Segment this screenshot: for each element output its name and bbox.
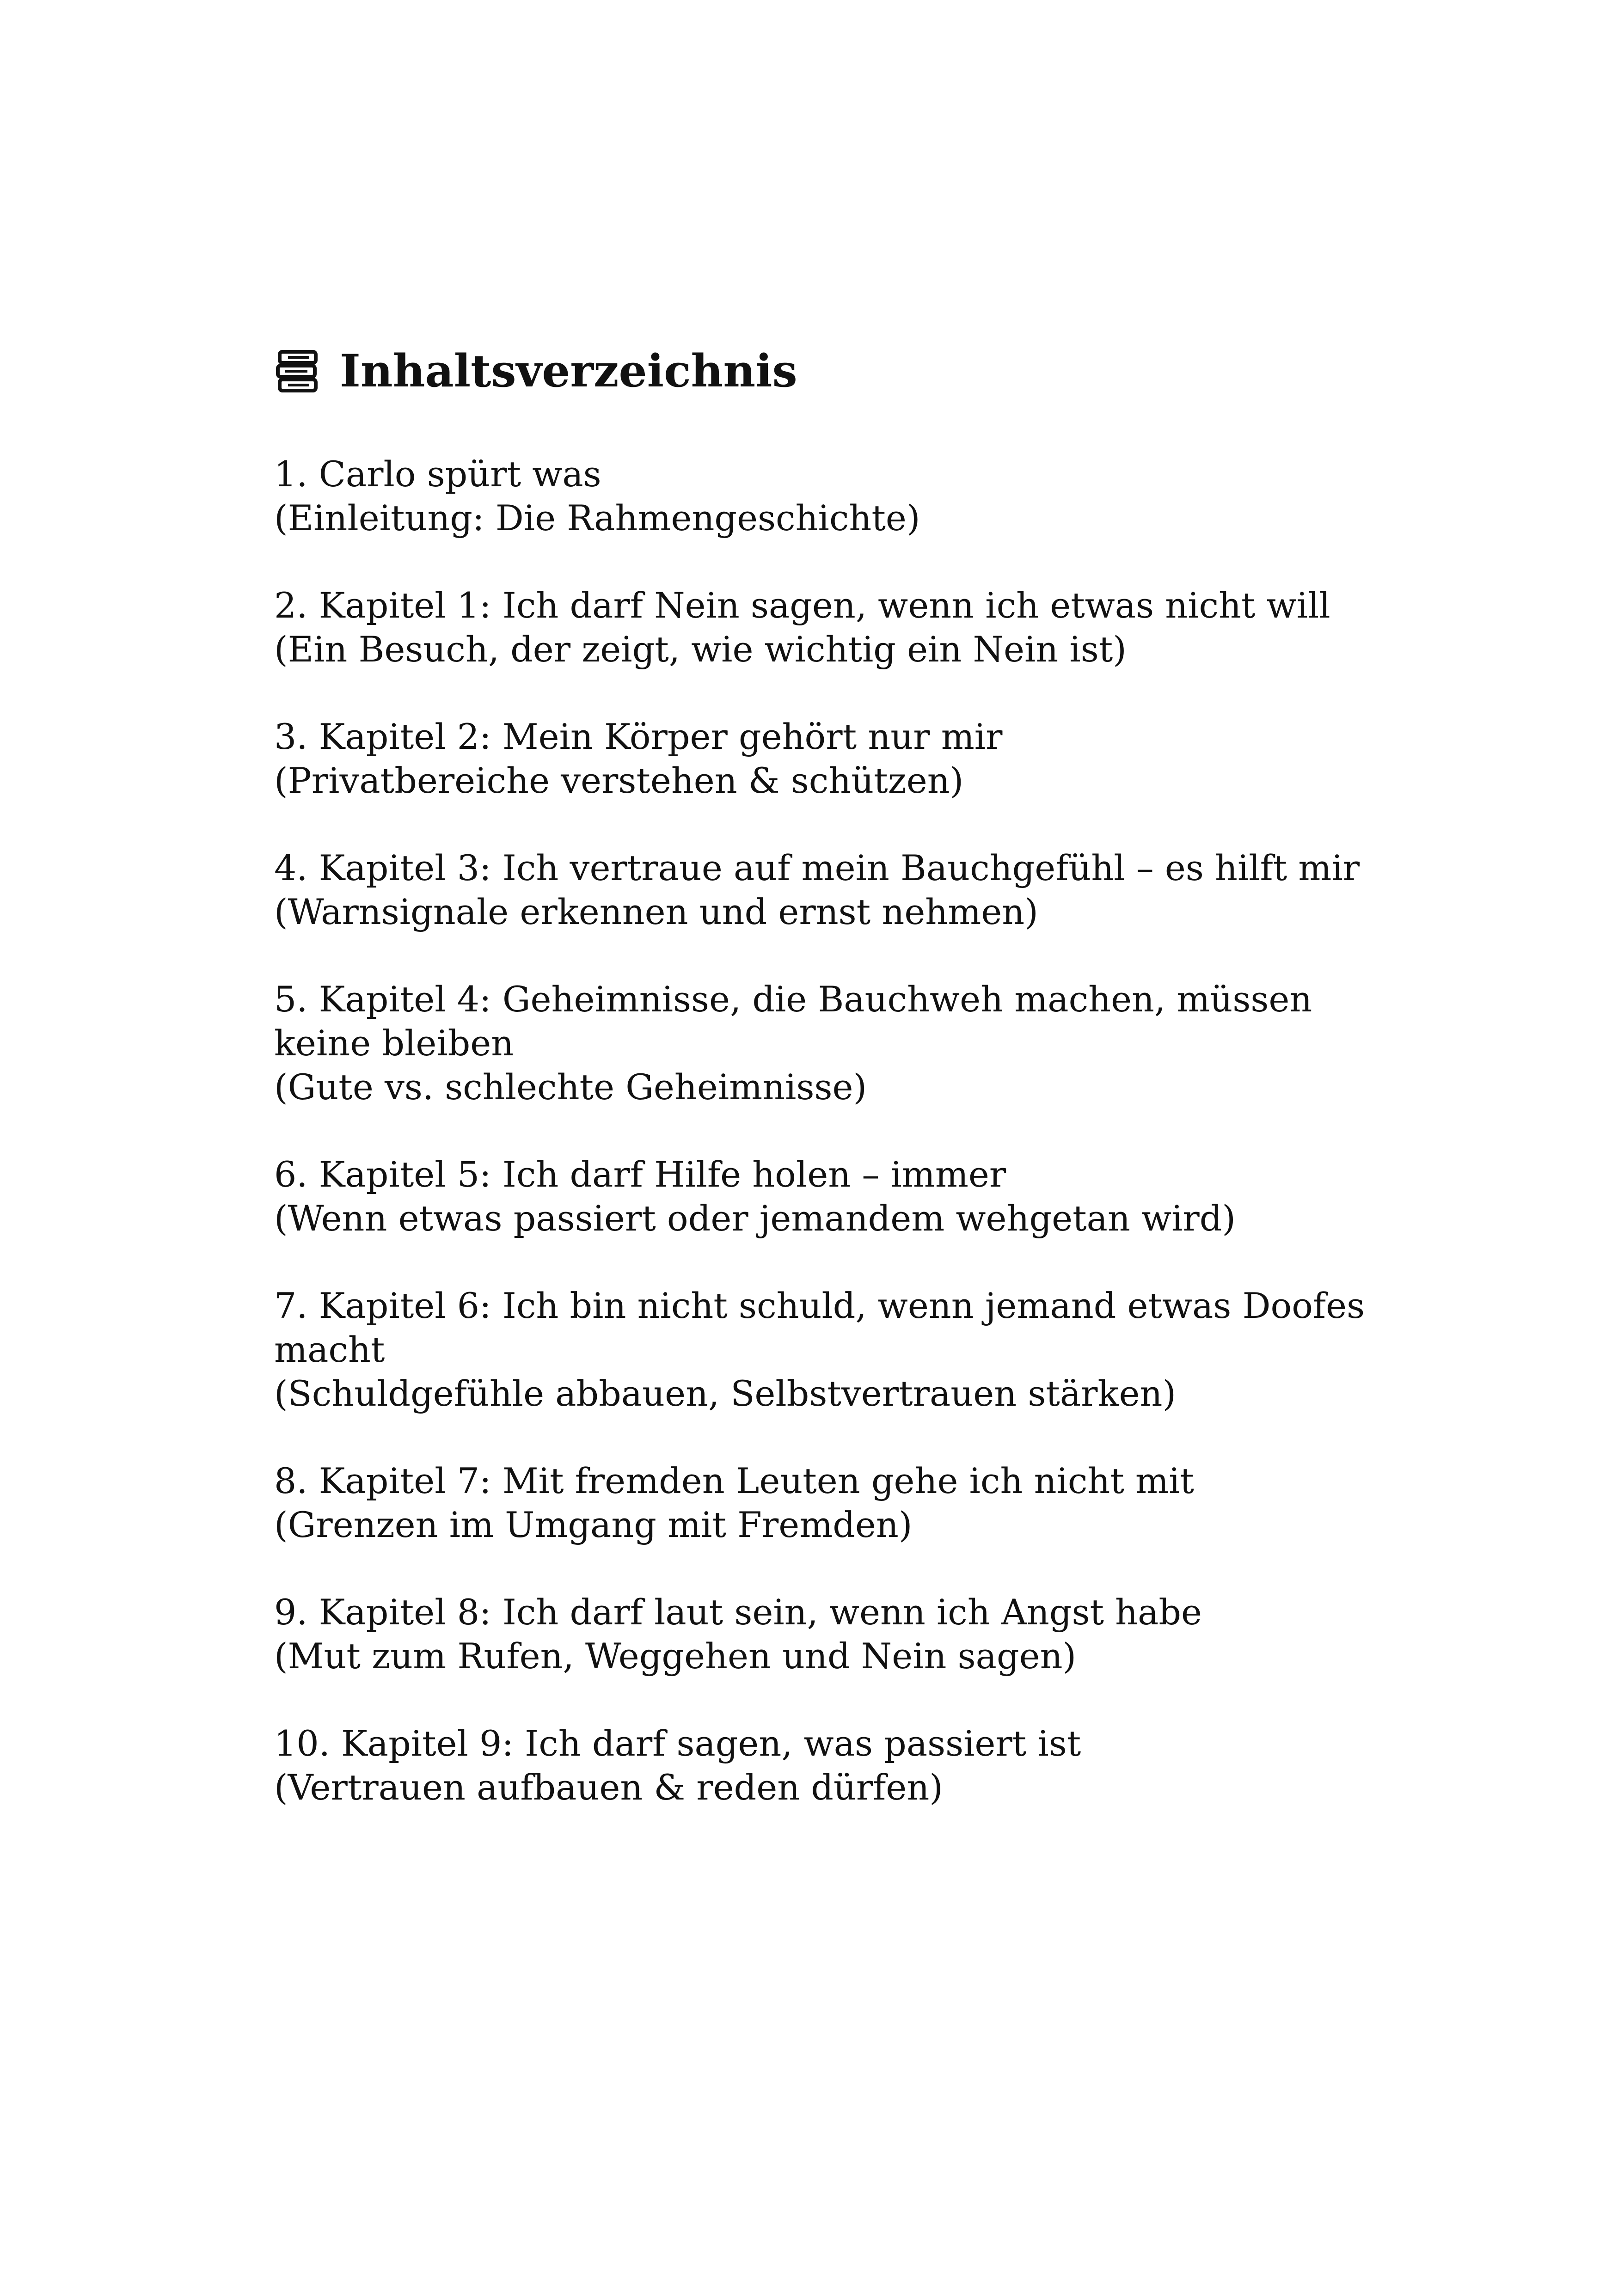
toc-entry-subtitle: (Ein Besuch, der zeigt, wie wichtig ein Nein ist) xyxy=(274,629,1127,670)
toc-entry-title: 10. Kapitel 9: Ich darf sagen, was passiert ist xyxy=(274,1723,1081,1764)
toc-entry-title: 2. Kapitel 1: Ich darf Nein sagen, wenn ich etwas nicht will xyxy=(274,585,1330,626)
table-of-contents xyxy=(274,341,1384,1809)
toc-entry xyxy=(274,1284,1384,1415)
toc-entry-title: 6. Kapitel 5: Ich darf Hilfe holen – immer xyxy=(274,1154,1006,1195)
toc-entry-subtitle: (Warnsignale erkennen und ernst nehmen) xyxy=(274,891,1038,932)
toc-entry xyxy=(274,452,1384,540)
toc-list xyxy=(274,452,1384,1809)
toc-entry-subtitle: (Grenzen im Umgang mit Fremden) xyxy=(274,1504,913,1545)
toc-entry-title: 3. Kapitel 2: Mein Körper gehört nur mir xyxy=(274,716,1003,757)
toc-entry xyxy=(274,715,1384,802)
toc-entry-subtitle: (Schuldgefühle abbauen, Selbstvertrauen stärken) xyxy=(274,1373,1177,1414)
toc-entry-subtitle: (Wenn etwas passiert oder jemandem wehgetan wird) xyxy=(274,1198,1236,1239)
toc-entry xyxy=(274,1459,1384,1547)
books-icon xyxy=(274,348,320,394)
toc-entry-subtitle: (Gute vs. schlechte Geheimnisse) xyxy=(274,1066,867,1108)
toc-entry-subtitle: (Vertrauen aufbauen & reden dürfen) xyxy=(274,1767,943,1808)
toc-entry-subtitle: (Einleitung: Die Rahmengeschichte) xyxy=(274,497,920,539)
toc-entry xyxy=(274,583,1384,671)
toc-entry xyxy=(274,1152,1384,1240)
toc-entry xyxy=(274,846,1384,934)
toc-entry xyxy=(274,977,1384,1109)
toc-entry-subtitle: (Privatbereiche verstehen & schützen) xyxy=(274,760,964,801)
toc-entry xyxy=(274,1590,1384,1678)
toc-entry-title: 5. Kapitel 4: Geheimnisse, die Bauchweh machen, müssen keine bleiben xyxy=(274,979,1312,1064)
toc-entry xyxy=(274,1721,1384,1809)
toc-entry-subtitle: (Mut zum Rufen, Weggehen und Nein sagen) xyxy=(274,1635,1077,1677)
toc-entry-title: 1. Carlo spürt was xyxy=(274,453,601,495)
toc-entry-title: 8. Kapitel 7: Mit fremden Leuten gehe ich nicht mit xyxy=(274,1460,1194,1501)
toc-heading xyxy=(274,341,1384,401)
toc-entry-title: 7. Kapitel 6: Ich bin nicht schuld, wenn jemand etwas Doofes macht xyxy=(274,1285,1365,1370)
toc-entry-title: 9. Kapitel 8: Ich darf laut sein, wenn ich Angst habe xyxy=(274,1592,1202,1633)
page-title: Inhaltsverzeichnis xyxy=(340,345,797,397)
toc-entry-title: 4. Kapitel 3: Ich vertraue auf mein Bauchgefühl – es hilft mir xyxy=(274,847,1360,888)
